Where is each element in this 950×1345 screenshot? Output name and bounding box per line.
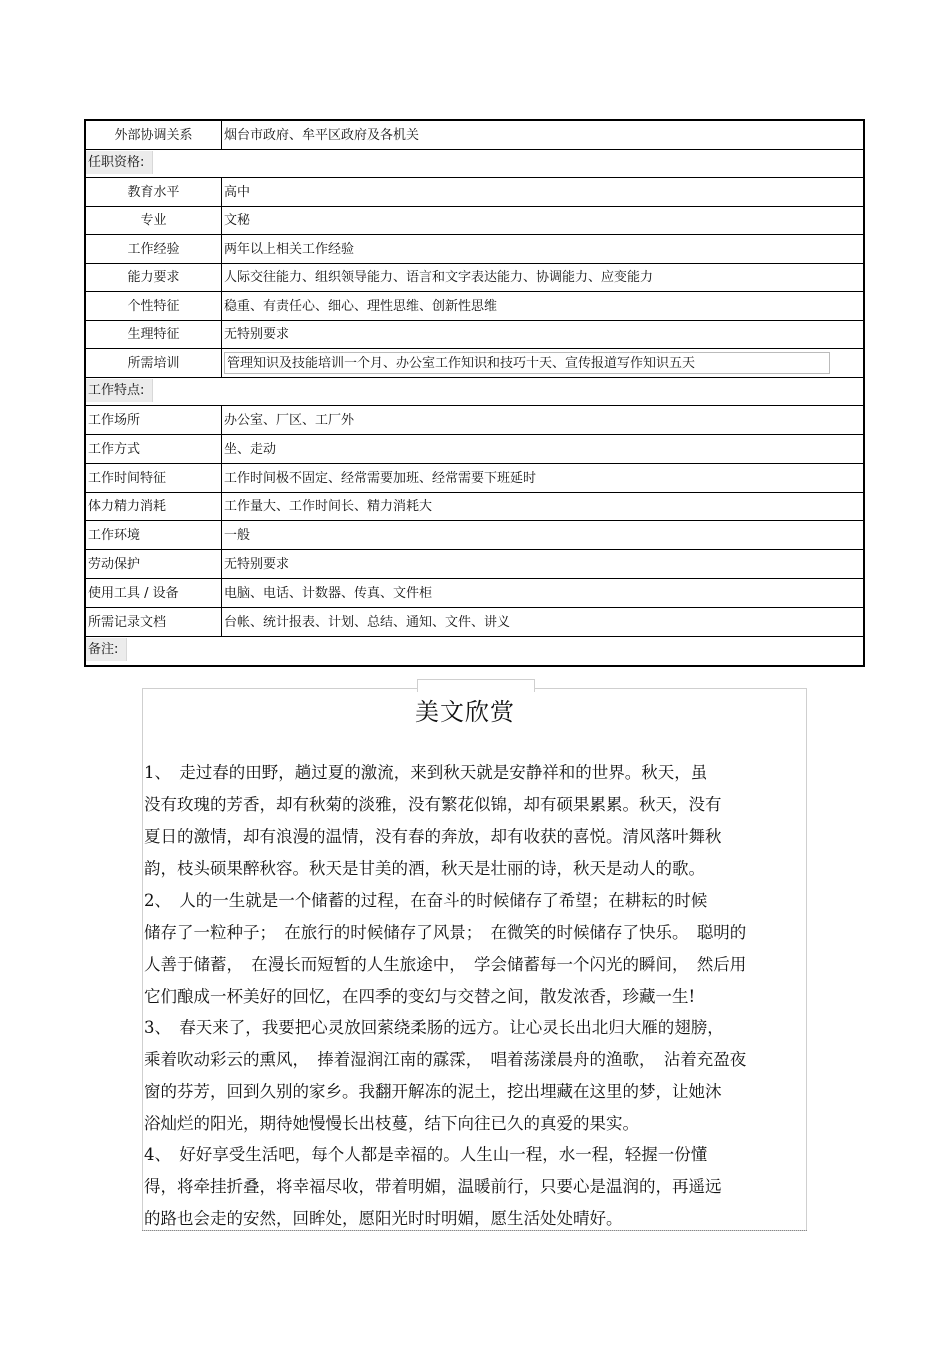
- essay-paragraph-4: [144, 1139, 809, 1235]
- text-line: 2、 人的一生就是一个储蓄的过程，在奋斗的时候储存了希望；在耕耘的时候: [144, 891, 708, 910]
- row-label: 所需记录文档: [86, 608, 222, 636]
- text-line: 夏日的激情，却有浪漫的温情，没有春的奔放，却有收获的喜悦。清风落叶舞秋: [144, 827, 722, 846]
- table-row: [86, 579, 863, 608]
- row-label: 体力精力消耗: [86, 493, 222, 521]
- row-value: 两年以上相关工作经验: [224, 241, 355, 257]
- row-value: 办公室、厂区、工厂外: [224, 413, 355, 429]
- essay-paragraph-3: [144, 1012, 809, 1140]
- table-row: [86, 235, 863, 264]
- section-header-qualifications: [86, 150, 863, 179]
- table-row: [86, 521, 863, 550]
- row-value: 文秘: [224, 213, 251, 229]
- text-line: 没有玫瑰的芳香，却有秋菊的淡雅，没有繁花似锦，却有硕果累累。秋天，没有: [144, 795, 722, 814]
- row-label: 工作时间特征: [86, 464, 222, 492]
- section-title: 备注:: [86, 638, 127, 661]
- row-value: 无特别要求: [224, 557, 290, 573]
- row-value: 烟台市政府、牟平区政府及各机关: [224, 127, 420, 143]
- text-line: 它们酿成一杯美好的回忆，在四季的变幻与交替之间，散发浓香，珍藏一生!: [144, 987, 696, 1006]
- row-value: 电脑、电话、计数器、传真、文件柜: [224, 585, 433, 601]
- row-label: 工作环境: [86, 521, 222, 549]
- row-value: 人际交往能力、组织领导能力、语言和文字表达能力、协调能力、应变能力: [224, 270, 654, 286]
- section-header-remarks: [86, 637, 863, 666]
- job-description-table: [84, 119, 865, 667]
- row-label: 生理特征: [86, 321, 222, 349]
- essay-paragraph-1: [144, 757, 809, 885]
- row-value: 坐、走动: [224, 441, 277, 457]
- row-label: 劳动保护: [86, 550, 222, 578]
- row-value: [222, 349, 863, 377]
- table-row: [86, 178, 863, 207]
- text-line: 韵，枝头硕果醉秋容。秋天是甘美的酒，秋天是壮丽的诗，秋天是动人的歌。: [144, 859, 705, 878]
- row-label: 工作场所: [86, 406, 222, 434]
- table-row: [86, 121, 863, 150]
- row-value: 稳重、有责任心、细心、理性思维、创新性思维: [224, 298, 498, 314]
- table-row: [86, 207, 863, 236]
- text-line: 4、 好好享受生活吧，每个人都是幸福的。人生山一程，水一程，轻握一份懂: [144, 1145, 708, 1164]
- text-line: 1、 走过春的田野，趟过夏的激流，来到秋天就是安静祥和的世界。秋天，虽: [144, 763, 708, 782]
- row-value: 工作时间极不固定、经常需要加班、经常需要下班延时: [224, 470, 537, 486]
- table-row: [86, 608, 863, 637]
- row-label: 教育水平: [86, 178, 222, 206]
- row-value: 台帐、统计报表、计划、总结、通知、文件、讲义: [224, 614, 511, 630]
- row-label: 工作经验: [86, 235, 222, 263]
- text-line: 3、 春天来了，我要把心灵放回萦绕柔肠的远方。让心灵长出北归大雁的翅膀，: [144, 1018, 724, 1037]
- section-header-features: [86, 378, 863, 407]
- row-value: 高中: [224, 184, 251, 200]
- row-label: 使用工具 / 设备: [86, 579, 222, 607]
- text-line: 窗的芬芳，回到久别的家乡。我翻开解冻的泥土，挖出埋藏在这里的梦，让她沐: [144, 1082, 722, 1101]
- section-title: 工作特点:: [86, 379, 153, 402]
- row-label: 专业: [86, 207, 222, 235]
- essay-title: 美文欣赏: [415, 698, 515, 726]
- row-value-text: 管理知识及技能培训一个月、办公室工作知识和技巧十天、宣传报道写作知识五天: [224, 352, 830, 374]
- table-row: [86, 264, 863, 293]
- essay-paragraph-2: [144, 885, 809, 1013]
- table-row: [86, 292, 863, 321]
- text-line: 储存了一粒种子； 在旅行的时候储存了风景； 在微笑的时候储存了快乐。 聪明的: [144, 923, 747, 942]
- table-row: [86, 435, 863, 464]
- row-label: 能力要求: [86, 264, 222, 292]
- section-title: 任职资格:: [86, 151, 153, 174]
- row-value: 一般: [224, 528, 251, 544]
- row-label: 个性特征: [86, 292, 222, 320]
- table-row: [86, 406, 863, 435]
- row-label: 工作方式: [86, 435, 222, 463]
- panel-tab: [417, 679, 535, 692]
- panel-bottom-rule: [142, 1230, 807, 1231]
- text-line: 人善于储蓄， 在漫长而短暂的人生旅途中， 学会储蓄每一个闪光的瞬间， 然后用: [144, 955, 747, 974]
- row-label: 所需培训: [86, 349, 222, 377]
- row-label: 外部协调关系: [86, 121, 222, 149]
- text-line: 的路也会走的安然，回眸处，愿阳光时时明媚，愿生活处处晴好。: [144, 1209, 623, 1228]
- table-row: [86, 321, 863, 350]
- text-line: 乘着吹动彩云的熏风， 捧着湿润江南的霡霂， 唱着荡漾晨舟的渔歌， 沾着充盈夜: [144, 1050, 747, 1069]
- table-row: [86, 550, 863, 579]
- text-line: 浴灿烂的阳光，期待她慢慢长出枝蔓，结下向往已久的真爱的果实。: [144, 1114, 639, 1133]
- text-line: 得，将牵挂折叠，将幸福尽收，带着明媚，温暖前行，只要心是温润的，再遥远: [144, 1177, 722, 1196]
- table-row: [86, 464, 863, 493]
- row-value: 无特别要求: [224, 327, 290, 343]
- table-row: [86, 493, 863, 522]
- table-row: [86, 349, 863, 378]
- row-value: 工作量大、工作时间长、精力消耗大: [224, 499, 433, 515]
